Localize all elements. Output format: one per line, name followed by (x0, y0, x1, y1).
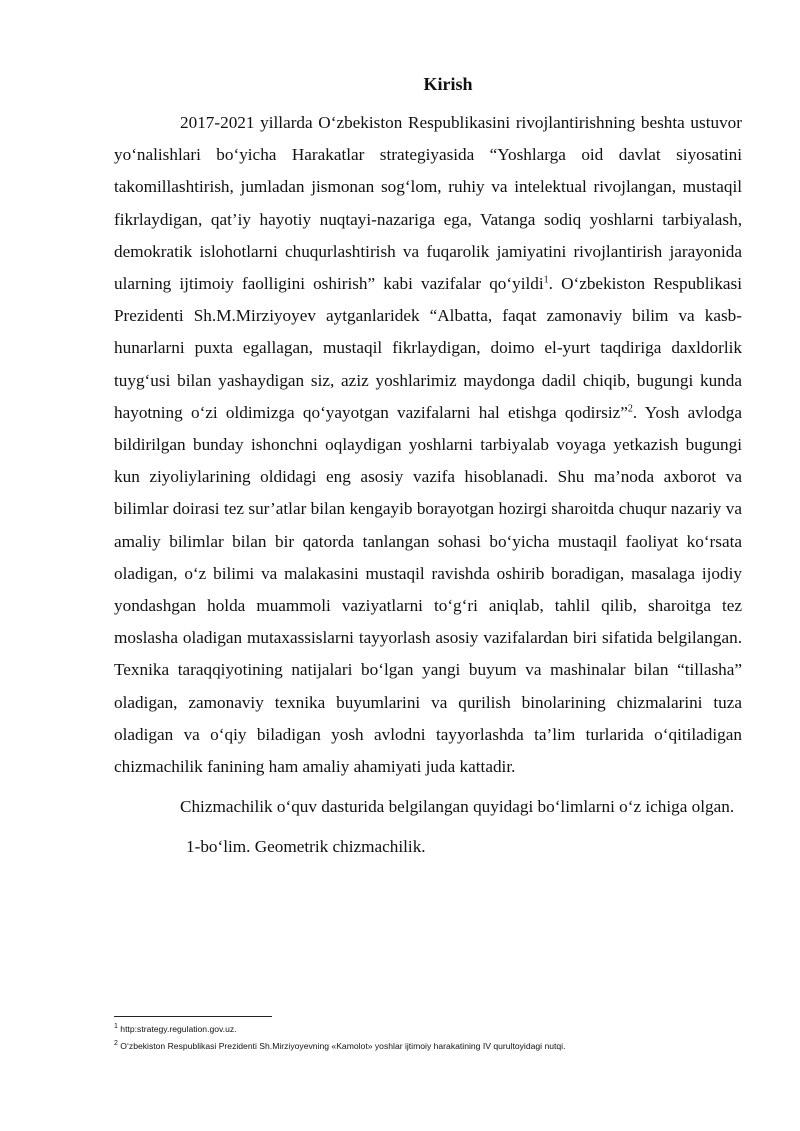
footnote-number: 2 (114, 1040, 118, 1048)
footnote-1 (114, 1021, 754, 1038)
footnote-ref-2[interactable]: 2 (627, 403, 633, 415)
footnote-2 (114, 1038, 754, 1055)
intro-text-part-1: 2017-2021 yillarda O‘zbekiston Respublikasini rivojlantirishning beshta ustuvor yo‘nalishlari bo‘yicha Harakatlar strategiyasida “Yoshlarga oid davlat siyosatini takomillashtirish, jumladan jismonan sog‘lom, ruhiy va intelektual rivojlangan, mustaqil fikrlaydigan, qat’iy hayotiy nuqtayi-nazariga ega, Vatanga sodiq yoshlarni tarbiyalash, demokratik islohotlarni chuqurlashtirish va fuqarolik jamiyatini rivojlantirish jarayonida ularning ijtimoiy faolligini oshirish” kabi vazifalar qo‘yildi (114, 113, 742, 294)
intro-paragraph (114, 107, 742, 783)
footnote-text: http:strategy.regulation.gov.uz. (120, 1024, 237, 1034)
footnote-separator (114, 1016, 272, 1017)
footnote-ref-1[interactable]: 1 (543, 274, 549, 286)
sections-intro-paragraph: Chizmachilik o‘quv dasturida belgilangan quyidagi bo‘limlarni o‘z ichiga olgan. (180, 797, 735, 817)
page-title: Kirish (423, 74, 473, 94)
footnote-number: 1 (114, 1023, 118, 1031)
footnotes (114, 1021, 754, 1055)
section-heading-1: 1-bo‘lim. Geometrik chizmachilik. (186, 837, 426, 857)
footnote-text: O‘zbekiston Respublikasi Prezidenti Sh.Mirziyoyevning «Kamolot» yoshlar ijtimoiy harakatining IV qurultoyidagi nutqi. (120, 1041, 566, 1051)
intro-text-part-2: . O‘zbekiston Respublikasi Prezidenti Sh.M.Mirziyoyev aytganlaridek “Albatta, faqat zamonaviy bilim va kasb-hunarlarni puxta egallagan, mustaqil fikrlaydigan, doimo el-yurt taqdiriga daxldorlik tuyg‘usi bilan yashaydigan siz, aziz yoshlarimiz maydonga dadil chiqib, bugungi kunda hayotning o‘zi oldimizga qo‘yayotgan vazifalarni hal etishga qodirsiz” (114, 274, 743, 422)
intro-text-part-3: . Yosh avlodga bildirilgan bunday ishonchni oqlaydigan yoshlarni tarbiyalab voyaga yetkazish bugungi kun ziyoliylarining oldidagi eng asosiy vazifa hisoblanadi. Shu ma’noda axborot va bilimlar doirasi tez sur’atlar bilan kengayib borayotgan hozirgi sharoitda chuqur nazariy va amaliy bilimlar bilan bir qatorda tanlangan sohasi bo‘yicha mustaqil faoliyat ko‘rsata oladigan, o‘z bilimi va malakasini mustaqil ravishda oshirib boradigan, masalaga ijodiy yondashgan holda muammoli vaziyatlarni to‘g‘ri aniqlab, tahlil qilib, sharoitga tez moslasha oladigan mutaxassislarni tayyorlash asosiy vazifalardan biri sifatida belgilangan. Texnika taraqqiyotining natijalari bo‘lgan yangi buyum va mashinalar bilan “tillasha” oladigan, zamonaviy texnika buyumlarini va qurilish binolarining chizmalarini tuza oladigan va o‘qiy biladigan yosh avlodni tayyorlashda ta’lim turlarida o‘qitiladigan chizmachilik fanining ham amaliy ahamiyati juda kattadir. (114, 402, 742, 777)
